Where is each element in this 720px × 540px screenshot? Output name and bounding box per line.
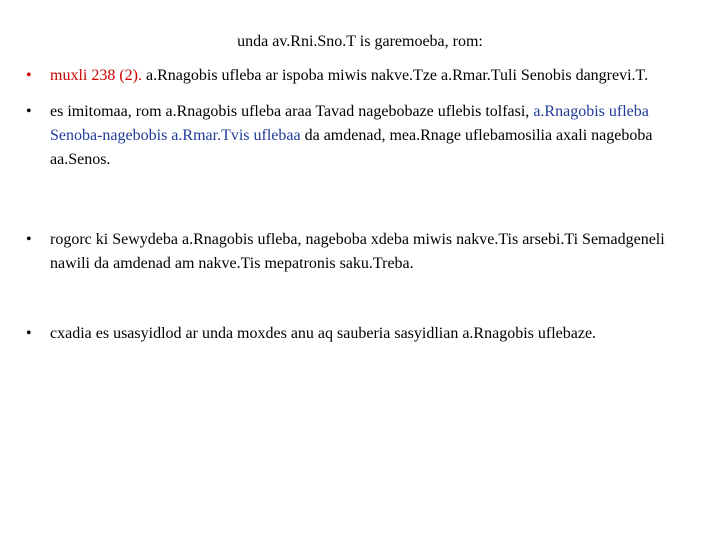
bullet-item-3 [26, 228, 696, 276]
bullet-text [50, 100, 696, 172]
bullet-body: cxadia es usasyidlod ar unda moxdes anu aq sauberia sasyidlian a.Rnagobis uflebaze. [50, 325, 597, 342]
slide-heading: unda av.Rni.Sno.T is garemoeba, rom: [237, 33, 483, 50]
bullet-text [50, 64, 696, 88]
bullet-item-4 [26, 322, 696, 346]
bullet-item-1 [26, 64, 696, 88]
bullet-marker: • [26, 67, 32, 84]
bullet-body: a.Rnagobis ufleba ar ispoba miwis nakve.Tze a.Rmar.Tuli Senobis dangrevi.T. [142, 67, 649, 84]
bullet-marker: • [26, 325, 32, 342]
bullet-body: rogorc ki Sewydeba a.Rnagobis ufleba, nageboba xdeba miwis nakve.Tis arsebi.Ti Semadgeneli nawili da amdenad am nakve.Tis mepatronis saku.Treba. [50, 231, 665, 272]
highlighted-phrase: a.Rnagobis ufleba Senoba-nagebobis a.Rmar.Tvis uflebaa [50, 103, 649, 144]
bullet-body-before: es imitomaa, rom a.Rnagobis ufleba araa Tavad nagebobaze uflebis tolfasi, [50, 103, 534, 120]
bullet-marker: • [26, 103, 32, 120]
article-reference: muxli 238 (2). [50, 67, 142, 84]
bullet-body-after: da amdenad, mea.Rnage uflebamosilia axali nageboba aa.Senos. [50, 127, 653, 168]
bullet-item-2 [26, 100, 696, 172]
bullet-marker: • [26, 231, 32, 248]
